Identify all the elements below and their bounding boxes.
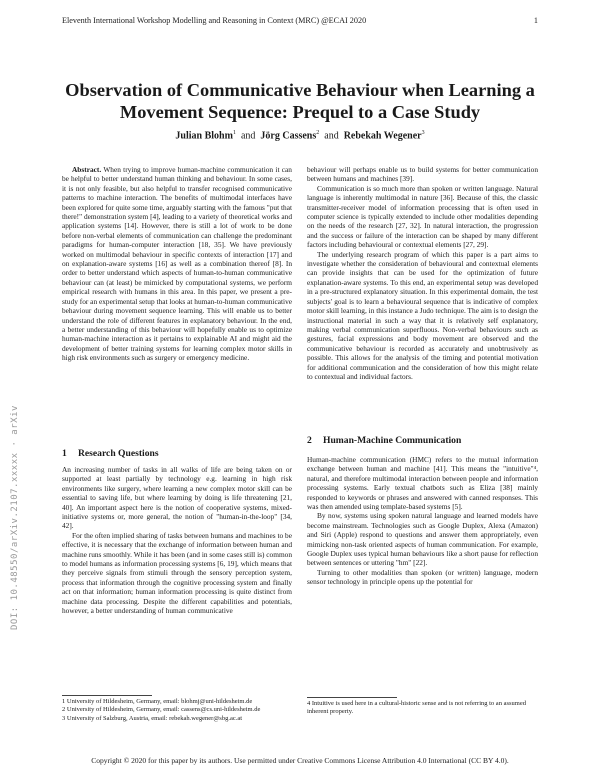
author-name: Julian Blohm bbox=[175, 130, 233, 142]
footnote: 3 University of Salzburg, Austria, email: rebekah.wegener@sbg.ac.at bbox=[62, 714, 243, 722]
author-sep: and bbox=[240, 130, 256, 142]
paragraph: An increasing number of tasks in all walks of life are being taken on or supported at least partially by technology e.g. learning in high risk environments like surgery, where learning a new complex motor skill can be essential to saving life, but where learning by doing is life threatening [21, 40]. An important aspect here is the notion of cooperative systems, mixed-initiative systems or, more general, the notion of "human-in-the-loop" [34, 42]. bbox=[62, 465, 292, 531]
copyright-footer: Copyright © 2020 for this paper by its authors. Use permitted under Creative Commons License Attribution 4.0 International (CC BY 4.0). bbox=[91, 756, 509, 765]
footnote: 2 University of Hildesheim, Germany, email: cassens@cs.uni-hildesheim.de bbox=[62, 706, 261, 714]
page-number: 1 bbox=[533, 16, 538, 25]
footnotes-left bbox=[62, 698, 292, 723]
paragraph: For the often implied sharing of tasks between humans and machines to be effective, it is necessary that the exchange of information between human and machine runs smoothly. While it has been (and in some cases still is) common to model humans as information processing systems [6, 19], which means that they perceive signals from stimuli through the sensory perception system, process that information through the cognitive processing system and finally act on that information; human information processing is quite distinct from machine data processing. Despite the different capabilities and potentials, however, a better understanding of human communicative bbox=[62, 530, 292, 616]
author-list bbox=[60, 130, 540, 141]
author-sep: and bbox=[324, 130, 339, 142]
section-1-heading bbox=[62, 448, 292, 459]
abstract bbox=[62, 165, 292, 363]
author-affil: 3 bbox=[421, 130, 425, 136]
right-column bbox=[307, 165, 538, 381]
footnote: 1 University of Hildesheim, Germany, email: blohmj@uni-hildesheim.de bbox=[62, 698, 253, 705]
paragraph: The underlying research program of which this paper is a part aims to investigate whether the consideration of behavioural and contextual elements can provide insights that can be used for the optimization of future explanation-aware systems. To this end, an experimental setup was developed in a pre-structured explanatory situation. In this experimental domain, the test subjects' goal is to learn a behavioural sequence that is indicative of complex motor skill learning, in this instance a Judo technique. The aim is to design the instructional material in such a way that it is relatively self explanatory, making verbal communication superfluous. Non-verbal behaviours such as gestures, facial expressions and body movement are observed and the communicative behaviour is recorded as accurately and unobtrusively as possible. This allows for the analysis of the timing and potential motivation for additional communication and the consideration of how this might relate to contextual and individual factors. bbox=[307, 249, 538, 381]
paragraph: Communication is so much more than spoken or written language. Natural language is inherently multimodal in nature [36]. Because of this, the classic transmitter-receiver model of information processing that is often used in computer science is typically extended to include other modalities depending on the needs of the research [27, 32]. In natural interaction, the progression and the success or failure of the interaction can be shaped by many different factors including behavioural or contextual elements [27, 29]. bbox=[307, 183, 538, 250]
paragraph: Human-machine communication (HMC) refers to the mutual information exchange between human and machine [41]. This means the "intuitive"⁴, natural, and therefore multimodal interaction between people and information processing systems. Early textual chatbots such as Eliza [38] mainly responded to keywords or phrases and answered with canned responses. This was then amended using template-based systems [5]. bbox=[307, 455, 538, 512]
section-number: 1 bbox=[62, 448, 67, 459]
author-affil: 2 bbox=[316, 130, 320, 136]
author-name: Jörg Cassens bbox=[260, 130, 317, 142]
footnote-rule bbox=[307, 697, 397, 698]
left-column bbox=[62, 165, 292, 363]
arxiv-stamp-text: DOI: 10.48550/arXiv.2107.xxxxx · arXiv bbox=[10, 405, 20, 630]
running-header bbox=[62, 16, 538, 25]
section-2-body bbox=[307, 455, 538, 587]
footnote-rule bbox=[62, 695, 152, 696]
header-venue: Eleventh International Workshop Modelling and Reasoning in Context (MRC) @ECAI 2020 bbox=[62, 16, 367, 25]
paragraph: By now, systems using spoken natural language and learned models have become mainstream. Technologies such as Google Duplex, Alexa (Amazon) and Siri (Apple) respond to questions and answer them appropriately, even mimicking non-task oriented aspects of human communication. For example, Google Duplex uses typical human behaviours like a short pause for reflection between sentences or uttering "hm" [22]. bbox=[307, 511, 538, 568]
section-2-heading bbox=[307, 435, 538, 446]
arxiv-stamp bbox=[8, 330, 22, 630]
abstract-text: When trying to improve human-machine communication it can be helpful to better understand human thinking and behaviour. In some cases, it is not only feasible, but also helpful to transfer recognised communicative patterns to machine interaction. The benefits of multimodal interfaces have been explored for quite some time, arguably starting with the famous "put that there!" demonstration system [4], leading to a variety of theoretical works and application systems [14]. However, there is still a lot of work to be done before non-verbal elements of communication can challenge the predominant paradigms for human-computer interaction [18, 35]. We have previously worked on multimodal behaviour in specific contexts of interaction [17] and on explanation-aware systems [16] as well as a combination thereof [8]. In order to better understand which aspects of human-to-human communicative behaviour can (at least) be mimicked by computational systems, we perform empirical research with humans in this area. In this paper, we present a pre-study for an experimental setup that looks at human-to-human communicative behaviour during movement sequence learning. This will enable us to better understand the role of different features in explanatory behaviour. In the end, a better understanding of this behaviour will hopefully enable us to optimize human-machine interaction as it pertains to explainable AI and might aid the development of better training systems for learning complex motor skills in high risk environments such as surgery or emergency medicine. bbox=[62, 165, 292, 363]
section-number: 2 bbox=[307, 435, 312, 446]
author-affil: 1 bbox=[232, 130, 236, 136]
footnote-right: 4 Intuitive is used here in a cultural-historic sense and is not referring to an assumed inherent property. bbox=[307, 700, 526, 716]
paper-title: Observation of Communicative Behaviour when Learning a Movement Sequence: Prequel to a Case Study bbox=[65, 80, 535, 122]
abstract-label: Abstract. bbox=[72, 165, 102, 174]
section-title: Human-Machine Communication bbox=[323, 435, 462, 446]
author-name: Rebekah Wegener bbox=[343, 130, 422, 142]
section-1-body bbox=[62, 465, 292, 616]
paragraph: behaviour will perhaps enable us to build systems for better communication between humans and machines [39]. bbox=[307, 165, 538, 184]
paragraph: Turning to other modalities than spoken (or written) language, modern sensor technology in principle opens up the potential for bbox=[307, 567, 538, 587]
section-title: Research Questions bbox=[78, 448, 159, 459]
